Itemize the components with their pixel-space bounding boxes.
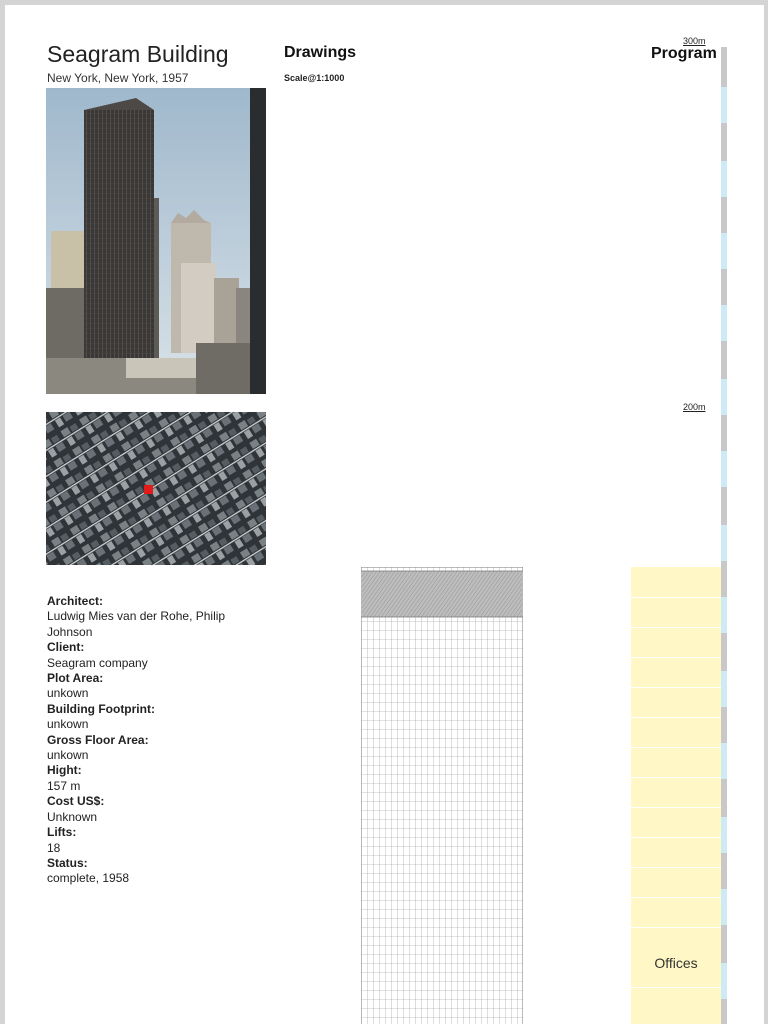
page-title: Seagram Building (47, 41, 229, 67)
aerial-map (46, 412, 266, 565)
fact-value-architect: Ludwig Mies van der Rohe, Philip Johnson (47, 609, 226, 639)
fact-label-cost: Cost US$: (47, 794, 105, 809)
fact-value-height: 157 m (47, 778, 81, 793)
building-photo (46, 88, 266, 394)
fact-value-lifts: 18 (47, 840, 61, 855)
program-floor-line (631, 747, 721, 748)
program-floor-line (631, 657, 721, 658)
fact-value-plot-area: unkown (47, 686, 89, 701)
ruler-tick-200m: 200m (683, 402, 706, 412)
program-floor-line (631, 627, 721, 628)
program-floor-line (631, 777, 721, 778)
program-floor-line (631, 717, 721, 718)
fact-label-gfa: Gross Floor Area: (47, 732, 149, 747)
program-floor-line (631, 807, 721, 808)
fact-value-footprint: unkown (47, 717, 89, 732)
fact-label-architect: Architect: (47, 594, 104, 608)
fact-value-client: Seagram company (47, 655, 148, 670)
fact-value-status: complete, 1958 (47, 871, 130, 886)
fact-value-cost: Unknown (47, 809, 98, 824)
drawings-heading: Drawings (284, 44, 357, 61)
fact-label-height: Hight: (47, 763, 82, 778)
program-heading: Program (651, 45, 717, 62)
page-subtitle: New York, New York, 1957 (47, 71, 189, 85)
fact-label-footprint: Building Footprint: (47, 701, 155, 716)
program-floor-line (631, 597, 721, 598)
fact-label-plot-area: Plot Area: (47, 671, 104, 686)
fact-label-lifts: Lifts: (47, 825, 77, 840)
program-floor-line (631, 987, 721, 988)
program-floor-line (631, 867, 721, 868)
project-facts (47, 594, 247, 887)
program-label-offices: Offices (654, 955, 698, 971)
program-floor-line (631, 927, 721, 928)
program-floor-line (631, 897, 721, 898)
program-floor-line (631, 687, 721, 688)
height-ruler (721, 47, 727, 1024)
drawing-scale: Scale@1:1000 (284, 73, 345, 83)
program-floor-line (631, 837, 721, 838)
document-page (5, 5, 764, 1024)
ruler-tick-300m: 300m (683, 36, 706, 46)
fact-label-client: Client: (47, 640, 85, 655)
fact-value-gfa: unkown (47, 748, 89, 763)
site-marker (144, 485, 153, 494)
building-elevation-drawing (361, 567, 523, 1024)
fact-label-status: Status: (47, 855, 88, 870)
